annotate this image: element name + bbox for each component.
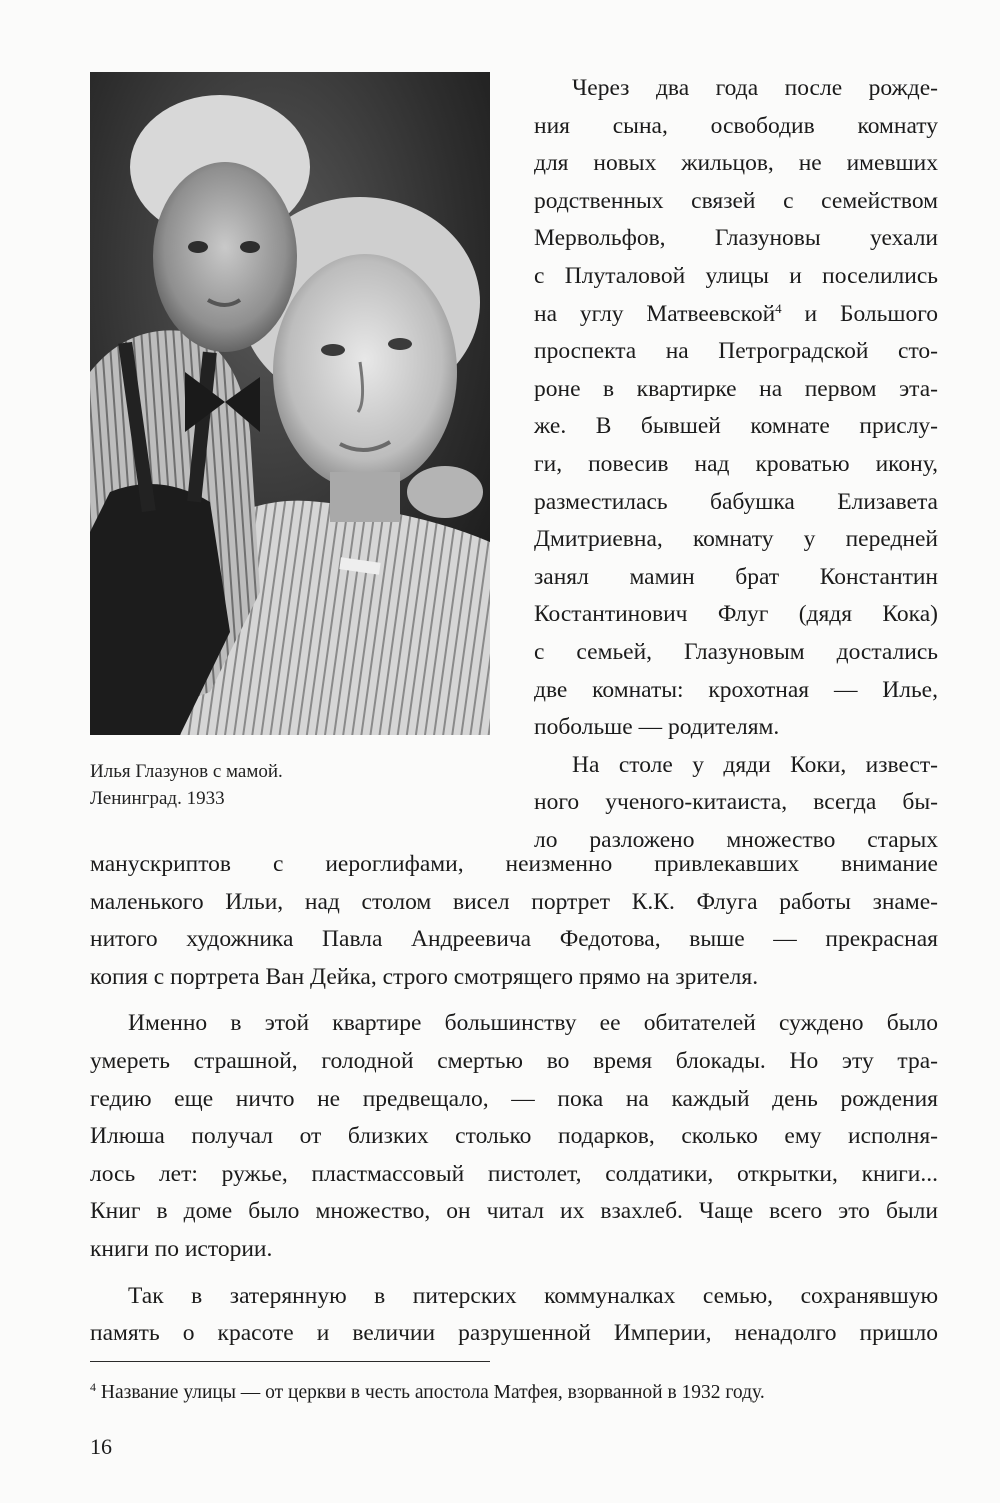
- text-line: ния сына, освободив комнату: [534, 112, 938, 139]
- caption-line: Илья Глазунов с мамой.: [90, 761, 283, 782]
- footnote-number: 4: [90, 1380, 96, 1394]
- footnote-divider: [90, 1361, 490, 1362]
- portrait-photo-image: [90, 72, 490, 735]
- text-line: Книг в доме было множество, он читал их взахлеб. Чаще всего это были: [90, 1198, 938, 1225]
- text-line: с Плуталовой улицы и поселились: [534, 262, 938, 289]
- caption-line: Ленинград. 1933: [90, 788, 225, 809]
- text-line: книги по истории.: [90, 1235, 273, 1262]
- text-line: занял мамин брат Константин: [534, 563, 938, 590]
- text-line: две комнаты: крохотная — Илье,: [534, 676, 938, 703]
- text-line: Илюша получал от близких столько подарков, сколько ему исполня-: [90, 1123, 938, 1150]
- text-line: умереть страшной, голодной смертью во время блокады. Но эту тра-: [90, 1047, 938, 1074]
- page-number: 16: [90, 1434, 112, 1459]
- text-line: проспекта на Петроградской сто-: [534, 338, 938, 365]
- text-line: лось лет: ружье, пластмассовый пистолет, солдатики, открытки, книги...: [90, 1160, 938, 1187]
- footnote-text: Название улицы — от церкви в честь апостола Матфея, взорванной в 1932 году.: [96, 1382, 765, 1403]
- text-column: [534, 70, 938, 859]
- footnote-reference: 4: [775, 300, 782, 316]
- text-line: с семьей, Глазуновым достались: [534, 638, 938, 665]
- text-line: Костантинович Флуг (дядя Кока): [534, 601, 938, 628]
- text-line: манускриптов с иероглифами, неизменно привлекавших внимание: [90, 851, 938, 877]
- text-line: для новых жильцов, не имевших: [534, 150, 938, 177]
- text-line: побольше — родителям.: [534, 714, 780, 741]
- text-line: Через два года после рожде-: [572, 75, 938, 101]
- text-line: маленького Ильи, над столом висел портрет К.К. Флуга работы знаме-: [90, 888, 938, 915]
- text-line: ло разложено множество старых: [534, 826, 938, 853]
- text-line: Именно в этой квартире большинству ее обитателей суждено было: [128, 1010, 938, 1037]
- text-line: разместилась бабушка Елизавета: [534, 488, 938, 515]
- text-line: родственных связей с семейством: [534, 187, 938, 214]
- text-line: память о красоте и величии разрушенной Империи, ненадолго пришло: [90, 1320, 938, 1347]
- text-line: ного ученого-китаиста, всегда бы-: [534, 789, 938, 816]
- text-fragment: и Большого: [804, 300, 938, 327]
- text-line: ги, повесив над кроватью икону,: [534, 450, 938, 477]
- photo-caption: [90, 758, 490, 812]
- text-line: Так в затерянную в питерских коммуналках семью, сохранявшую: [128, 1282, 938, 1309]
- portrait-photo: [90, 72, 490, 735]
- text-line: На столе у дяди Коки, извест-: [572, 751, 938, 778]
- text-line: роне в квартирке на первом эта-: [534, 375, 938, 402]
- text-fragment: на углу Матвеевской: [534, 300, 776, 327]
- text-line: нитого художника Павла Андреевича Федотова, выше — прекрасная: [90, 926, 938, 953]
- text-line: же. В бывшей комнате прислу-: [534, 413, 938, 440]
- text-line: копия с портрета Ван Дейка, строго смотрящего прямо на зрителя.: [90, 963, 759, 990]
- text-line: гедию еще ничто не предвещало, — пока на каждый день рождения: [90, 1085, 938, 1112]
- text-line: [534, 296, 938, 334]
- text-line: Мервольфов, Глазуновы уехали: [534, 225, 938, 252]
- text-body: [90, 846, 938, 1353]
- footnote: [90, 1380, 938, 1406]
- text-line: Дмитриевна, комнату у передней: [534, 526, 938, 553]
